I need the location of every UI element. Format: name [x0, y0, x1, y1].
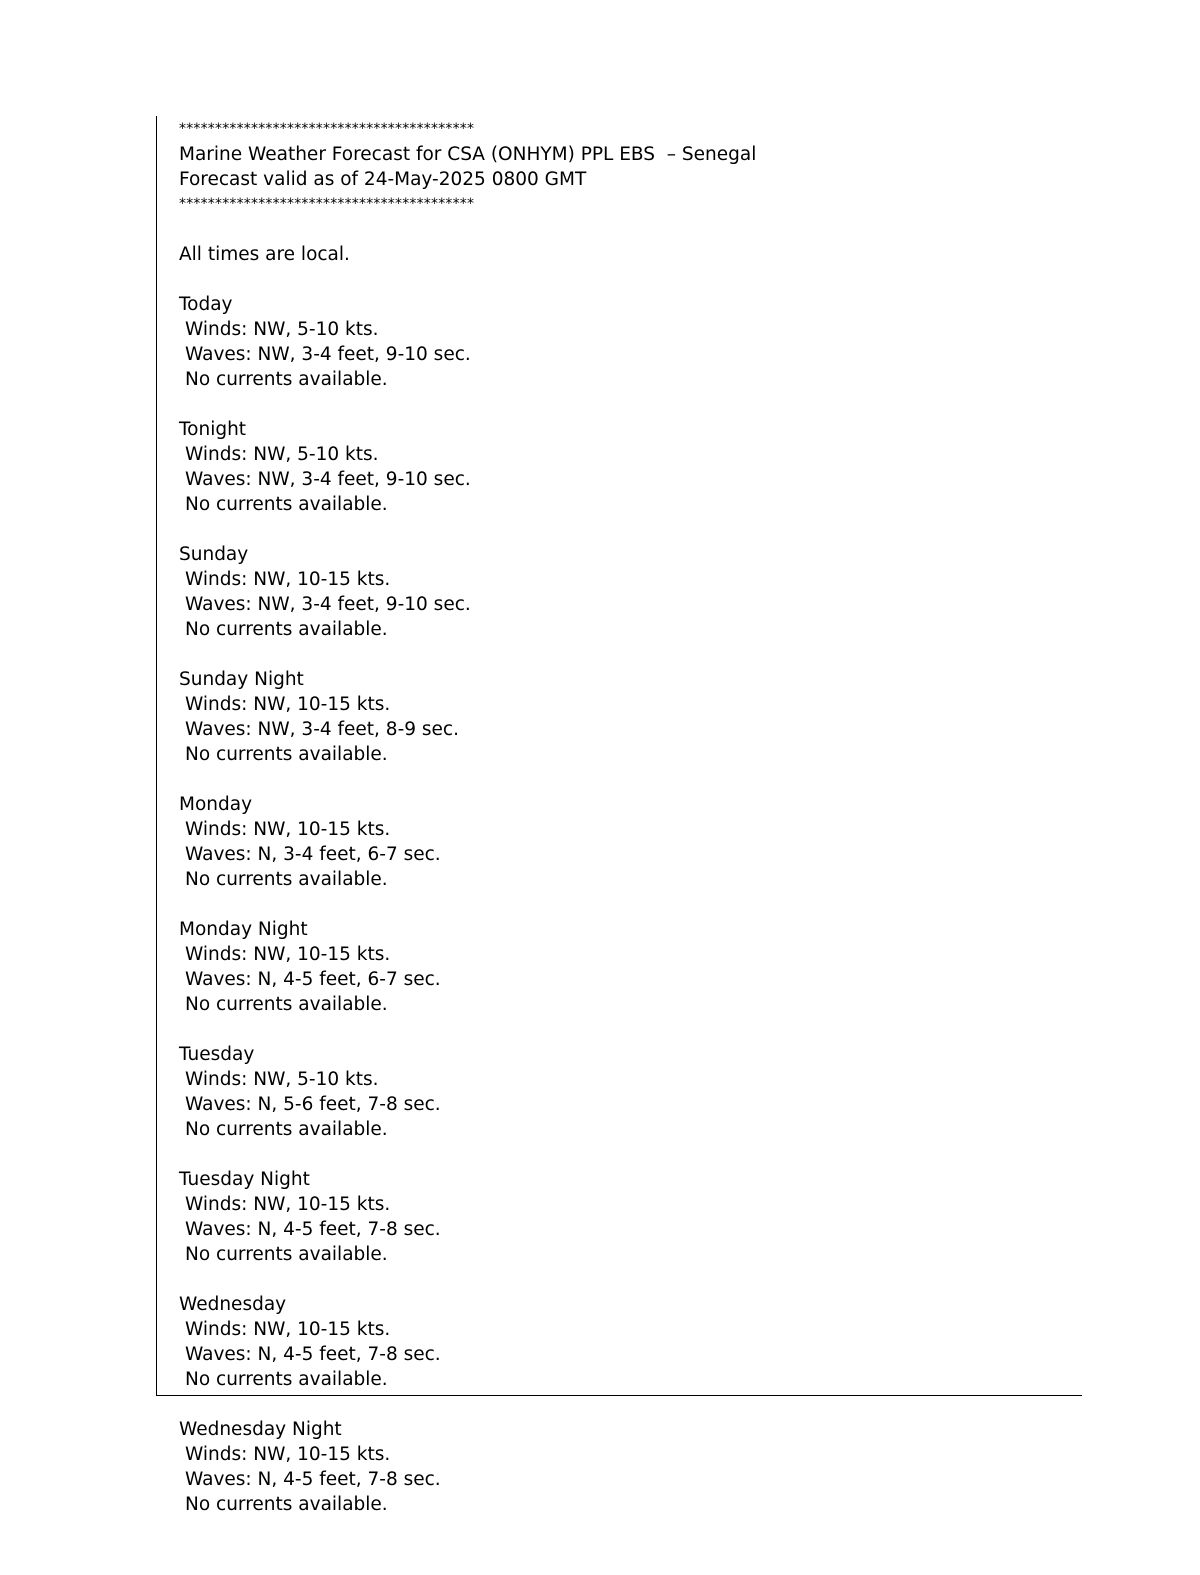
forecast-period	[179, 1042, 1059, 1167]
header-stars-top: *****************************************	[179, 121, 475, 137]
period-currents: No currents available.	[185, 1369, 388, 1390]
period-name: Tuesday Night	[179, 1169, 310, 1190]
forecast-period	[179, 1167, 1059, 1292]
time-note: All times are local.	[179, 244, 350, 265]
period-currents: No currents available.	[185, 1494, 388, 1515]
period-winds: Winds: NW, 10-15 kts.	[185, 1444, 391, 1465]
spacer	[179, 642, 1059, 667]
period-winds: Winds: NW, 10-15 kts.	[185, 1194, 391, 1215]
header-stars-bottom: *****************************************	[179, 196, 475, 212]
period-name: Tuesday	[179, 1044, 255, 1065]
period-waves: Waves: N, 4-5 feet, 6-7 sec.	[185, 969, 441, 990]
period-winds: Winds: NW, 10-15 kts.	[185, 569, 391, 590]
period-waves: Waves: N, 4-5 feet, 7-8 sec.	[185, 1219, 441, 1240]
forecast-period	[179, 667, 1059, 792]
period-waves: Waves: NW, 3-4 feet, 9-10 sec.	[185, 344, 471, 365]
spacer	[179, 1392, 1059, 1417]
period-name: Wednesday	[179, 1294, 287, 1315]
period-waves: Waves: N, 3-4 feet, 6-7 sec.	[185, 844, 441, 865]
forecast-title: Marine Weather Forecast for CSA (ONHYM) PPL EBS – Senegal	[179, 144, 757, 165]
forecast-period	[179, 1292, 1059, 1417]
spacer	[179, 217, 1059, 242]
forecast-document	[179, 117, 1059, 1517]
period-winds: Winds: NW, 5-10 kts.	[185, 444, 379, 465]
period-winds: Winds: NW, 10-15 kts.	[185, 944, 391, 965]
period-currents: No currents available.	[185, 994, 388, 1015]
period-name: Today	[179, 294, 233, 315]
period-currents: No currents available.	[185, 1244, 388, 1265]
spacer	[179, 1017, 1059, 1042]
period-currents: No currents available.	[185, 1119, 388, 1140]
spacer	[179, 767, 1059, 792]
forecast-period	[179, 292, 1059, 417]
period-name: Sunday	[179, 544, 249, 565]
spacer	[179, 267, 1059, 292]
forecast-period	[179, 917, 1059, 1042]
period-winds: Winds: NW, 10-15 kts.	[185, 694, 391, 715]
period-winds: Winds: NW, 5-10 kts.	[185, 1069, 379, 1090]
spacer	[179, 1267, 1059, 1292]
period-winds: Winds: NW, 10-15 kts.	[185, 819, 391, 840]
spacer	[179, 892, 1059, 917]
spacer	[179, 517, 1059, 542]
period-waves: Waves: NW, 3-4 feet, 8-9 sec.	[185, 719, 459, 740]
forecast-valid-time: Forecast valid as of 24-May-2025 0800 GMT	[179, 169, 587, 190]
period-waves: Waves: NW, 3-4 feet, 9-10 sec.	[185, 594, 471, 615]
period-currents: No currents available.	[185, 494, 388, 515]
period-name: Monday Night	[179, 919, 308, 940]
period-waves: Waves: N, 4-5 feet, 7-8 sec.	[185, 1344, 441, 1365]
period-name: Wednesday Night	[179, 1419, 342, 1440]
period-currents: No currents available.	[185, 369, 388, 390]
frame-left-border	[156, 116, 157, 1396]
period-winds: Winds: NW, 5-10 kts.	[185, 319, 379, 340]
forecast-period	[179, 1417, 1059, 1517]
period-name: Monday	[179, 794, 253, 815]
period-name: Tonight	[179, 419, 247, 440]
period-currents: No currents available.	[185, 619, 388, 640]
forecast-period	[179, 542, 1059, 667]
period-currents: No currents available.	[185, 869, 388, 890]
period-waves: Waves: N, 5-6 feet, 7-8 sec.	[185, 1094, 441, 1115]
period-winds: Winds: NW, 10-15 kts.	[185, 1319, 391, 1340]
forecast-period	[179, 417, 1059, 542]
period-currents: No currents available.	[185, 744, 388, 765]
period-waves: Waves: N, 4-5 feet, 7-8 sec.	[185, 1469, 441, 1490]
spacer	[179, 1142, 1059, 1167]
spacer	[179, 392, 1059, 417]
period-waves: Waves: NW, 3-4 feet, 9-10 sec.	[185, 469, 471, 490]
forecast-period	[179, 792, 1059, 917]
period-name: Sunday Night	[179, 669, 304, 690]
